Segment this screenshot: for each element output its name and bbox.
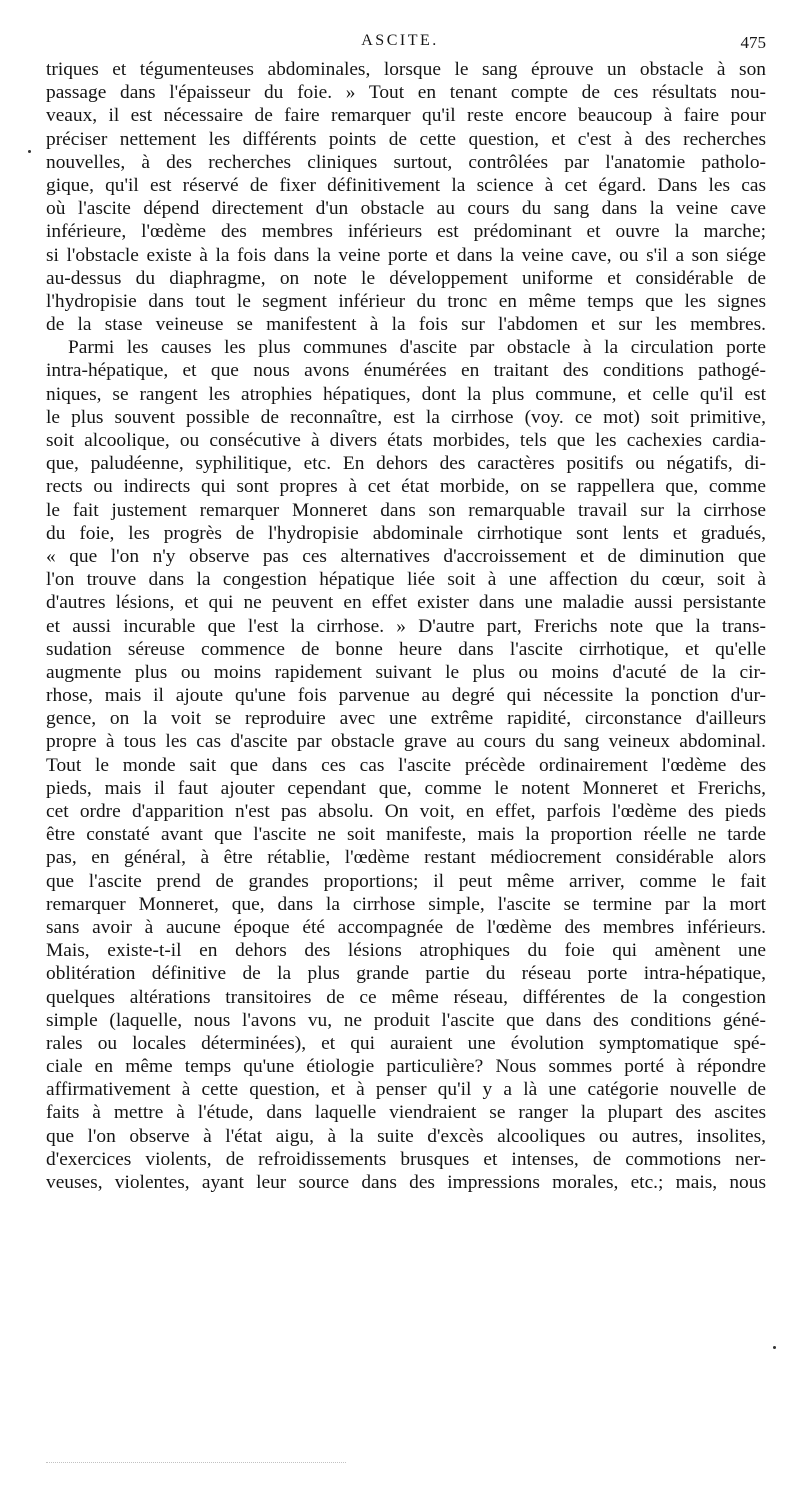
text-line: pas, en général, à être rétablie, l'œdème restant médiocrement considérable alors [46,847,766,869]
text-line: oblitération définitive de la plus grande partie du réseau porte intra-hépatique, [46,963,766,985]
paragraph-start-line: Parmi les causes les plus communes d'ascite par obstacle à la circulation porte [68,337,766,359]
text-line: affirmativement à cette question, et à penser qu'il y a là une catégorie nouvelle de [46,1079,766,1101]
text-line: le fait justement remarquer Monneret dans son remarquable travail sur la cirrhose [46,499,766,521]
text-line: niques, se rangent les atrophies hépatiques, dont la plus commune, et celle qu'il est [46,383,766,405]
running-title: ASCITE. [361,32,439,49]
page-number: 475 [740,33,766,52]
text-line: Tout le monde sait que dans ces cas l'ascite précède ordinairement l'œdème des [46,754,766,776]
text-line: augmente plus ou moins rapidement suivant le plus ou moins d'acuté de la cir- [46,661,766,683]
text-line: au-dessus du diaphragme, on note le développement uniforme et considérable de [46,267,766,289]
text-line: propre à tous les cas d'ascite par obstacle grave au cours du sang veineux abdominal. [46,731,766,753]
text-line: rales ou locales déterminées), et qui auraient une évolution symptomatique spé- [46,1032,766,1054]
text-line: si l'obstacle existe à la fois dans la veine porte et dans la veine cave, ou s'il a son siége [46,244,766,266]
text-line: sans avoir à aucune époque été accompagnée de l'œdème des membres inférieurs. [46,916,766,938]
text-line: le plus souvent possible de reconnaître, est la cirrhose (voy. ce mot) soit primitive, [46,406,766,428]
text-line: « que l'on n'y observe pas ces alternatives d'accroissement et de diminution que [46,545,766,567]
text-line: gique, qu'il est réservé de fixer définitivement la science à cet égard. Dans les cas [46,174,766,196]
text-line: où l'ascite dépend directement d'un obstacle au cours du sang dans la veine cave [46,198,766,220]
margin-mark [773,1346,776,1349]
text-line: intra-hépatique, et que nous avons énumérées en traitant des conditions pathogé- [46,360,766,382]
body-text [46,58,766,1194]
text-line: l'on trouve dans la congestion hépatique liée soit à une affection du cœur, soit à [46,569,766,591]
scan-artifact-dots [46,1456,346,1463]
text-line: veuses, violentes, ayant leur source dans des impressions morales, etc.; mais, nous [46,1172,766,1193]
text-line: remarquer Monneret, que, dans la cirrhose simple, l'ascite se termine par la mort [46,893,766,915]
text-line: d'autres lésions, et qui ne peuvent en effet exister dans une maladie aussi persistante [46,592,766,614]
text-line: que l'on observe à l'état aigu, à la suite d'excès alcooliques ou autres, insolites, [46,1125,766,1147]
text-line: l'hydropisie dans tout le segment inférieur du tronc en même temps que les signes [46,290,766,312]
text-line: gence, on la voit se reproduire avec une extrême rapidité, circonstance d'ailleurs [46,708,766,730]
text-line: nouvelles, à des recherches cliniques surtout, contrôlées par l'anatomie patholo- [46,151,766,173]
text-line: pieds, mais il faut ajouter cependant que, comme le notent Monneret et Frerichs, [46,777,766,799]
text-line: préciser nettement les différents points de cette question, et c'est à des recherches [46,128,766,150]
text-line: cet ordre d'apparition n'est pas absolu. On voit, en effet, parfois l'œdème des pieds [46,801,766,822]
text-line: soit alcoolique, ou consécutive à divers états morbides, tels que les cachexies cardia- [46,430,766,451]
text-line: de la stase veineuse se manifestent à la fois sur l'abdomen et sur les membres. [46,314,766,336]
text-line: sudation séreuse commence de bonne heure dans l'ascite cirrhotique, et qu'elle [46,638,766,660]
text-line: que, paludéenne, syphilitique, etc. En dehors des caractères positifs ou négatifs, di- [46,453,766,475]
text-line: quelques altérations transitoires de ce même réseau, différentes de la congestion [46,986,766,1008]
margin-mark [28,150,31,153]
text-line: d'exercices violents, de refroidissements brusques et intenses, de commotions ner- [46,1148,766,1170]
text-line: que l'ascite prend de grandes proportions; il peut même arriver, comme le fait [46,870,766,892]
text-line: rects ou indirects qui sont propres à cet état morbide, on se rappellera que, comme [46,476,766,498]
text-line: rhose, mais il ajoute qu'une fois parvenue au degré qui nécessite la ponction d'ur- [46,685,766,707]
text-line: ciale en même temps qu'une étiologie particulière? Nous sommes porté à répondre [46,1056,766,1078]
text-line: inférieure, l'œdème des membres inférieurs est prédominant et ouvre la marche; [46,221,766,243]
text-line: veaux, il est nécessaire de faire remarquer qu'il reste encore beaucoup à faire pour [46,105,766,127]
running-header [0,30,800,54]
text-line: être constaté avant que l'ascite ne soit manifeste, mais la proportion réelle ne tarde [46,824,766,846]
text-line: Mais, existe-t-il en dehors des lésions atrophiques du foie qui amènent une [46,940,766,962]
text-line: faits à mettre à l'étude, dans laquelle viendraient se ranger la plupart des ascites [46,1102,766,1124]
text-line: triques et tégumenteuses abdominales, lorsque le sang éprouve un obstacle à son [46,59,766,80]
text-line: passage dans l'épaisseur du foie. » Tout en tenant compte de ces résultats nou- [46,82,766,104]
text-line: du foie, les progrès de l'hydropisie abdominale cirrhotique sont lents et gradués, [46,522,766,544]
text-line: et aussi incurable que l'est la cirrhose. » D'autre part, Frerichs note que la trans- [46,615,766,637]
text-line: simple (laquelle, nous l'avons vu, ne produit l'ascite que dans des conditions géné- [46,1009,766,1031]
